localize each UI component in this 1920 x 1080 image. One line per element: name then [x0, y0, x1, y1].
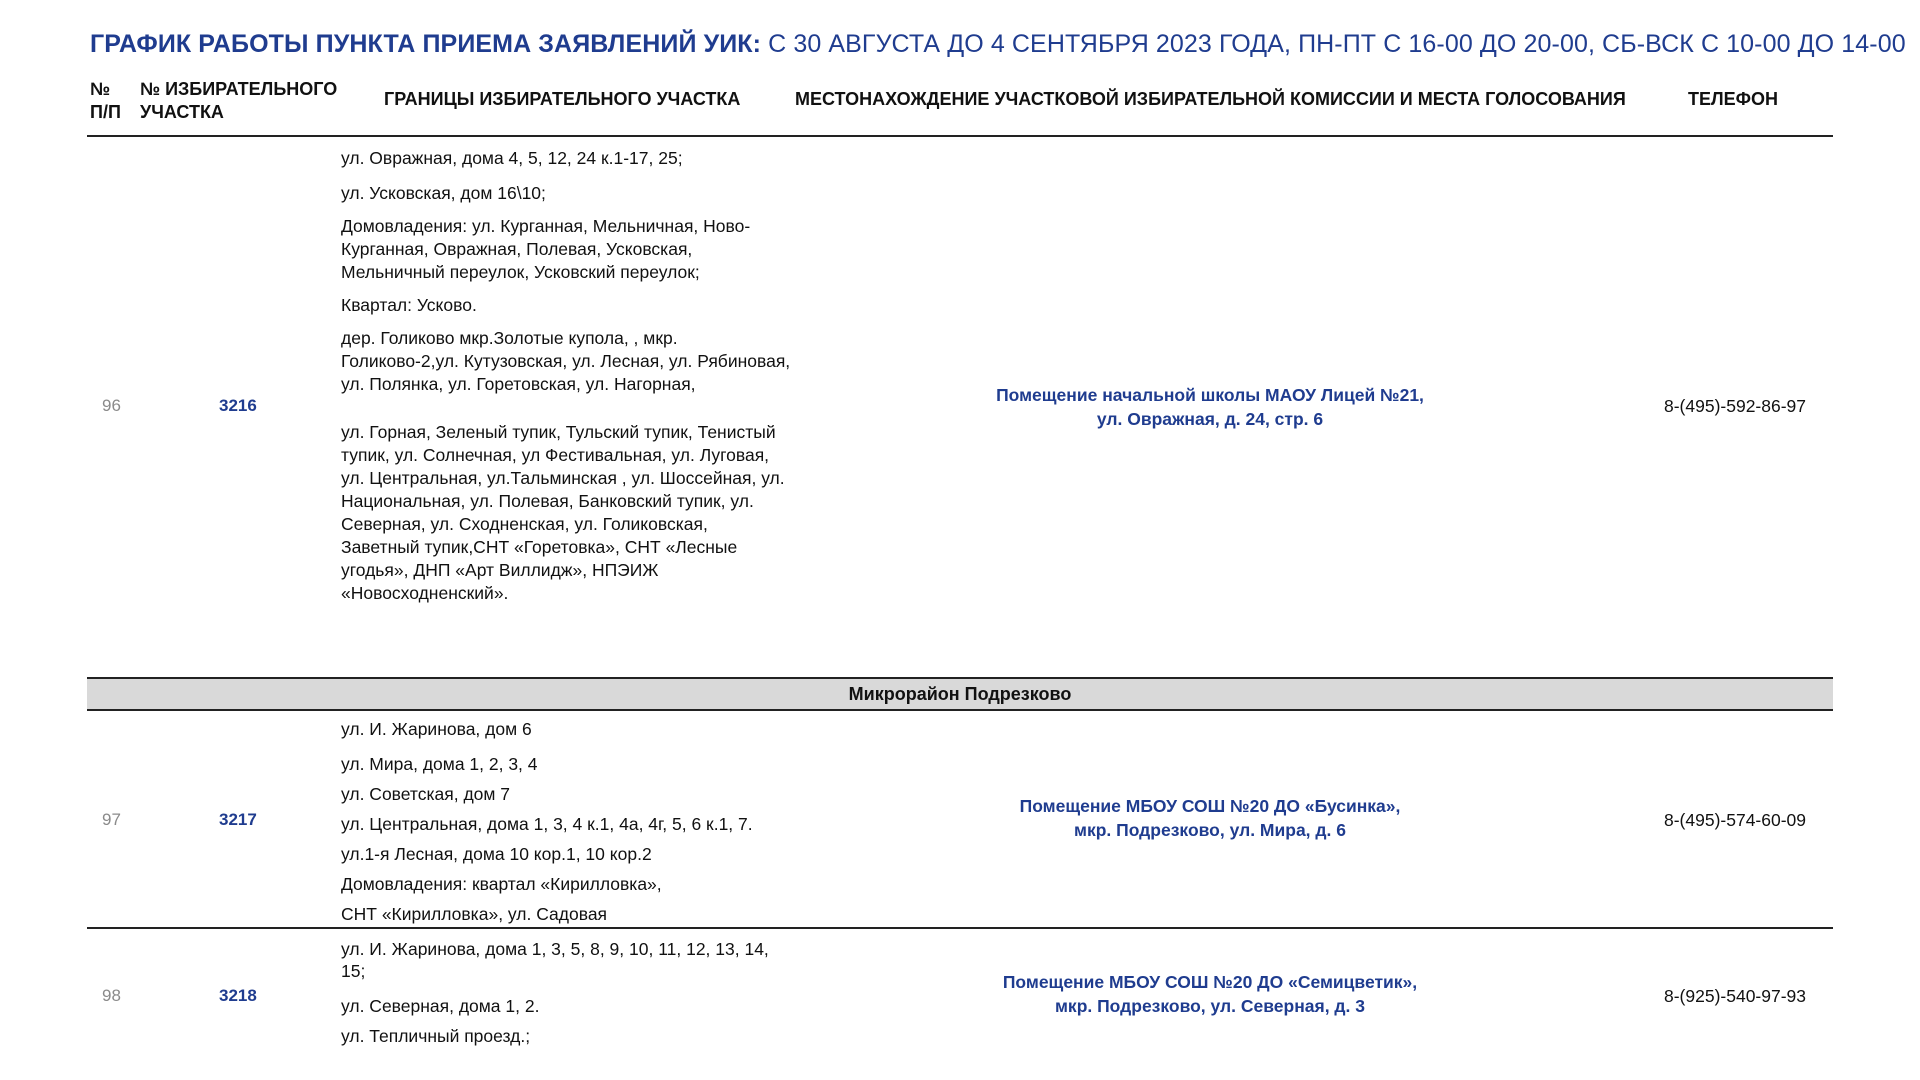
bounds-line: дер. Голиково мкр.Золотые купола, , мкр. Голиково-2,ул. Кутузовская, ул. Лесная, ул. Рябиновая, ул. Полянка, ул. Горетовская, ул. Нагорная,	[341, 328, 791, 394]
location-line1: Помещение начальной школы МАОУ Лицей №21,	[996, 385, 1424, 405]
section-header: Микрорайон Подрезково	[87, 677, 1833, 711]
row-number: 98	[102, 986, 121, 1005]
polling-location	[900, 794, 1520, 842]
bounds-line: Домовладения: квартал «Кирилловка»,	[341, 874, 662, 894]
header-precinct	[140, 78, 337, 124]
header-phone: ТЕЛЕФОН	[1688, 89, 1778, 109]
location-line2: мкр. Подрезково, ул. Мира, д. 6	[1074, 820, 1346, 840]
bounds-line: ул. Северная, дома 1, 2.	[341, 996, 540, 1016]
row-divider	[87, 927, 1833, 929]
bounds-line: ул. Мира, дома 1, 2, 3, 4	[341, 754, 538, 774]
precinct-bounds	[341, 718, 791, 925]
polling-location	[900, 970, 1520, 1018]
bounds-line: Квартал: Усково.	[341, 295, 477, 315]
bounds-line: ул. Усковская, дом 16\10;	[341, 183, 546, 203]
bounds-line: ул. И. Жаринова, дом 6	[341, 719, 532, 739]
header-num-line1: №	[90, 79, 111, 99]
phone-number: 8-(495)-574-60-09	[1663, 810, 1807, 830]
header-rule	[87, 135, 1833, 137]
bounds-line: ул. Советская, дом 7	[341, 784, 511, 804]
location-line1: Помещение МБОУ СОШ №20 ДО «Семицветик»,	[1002, 972, 1418, 992]
header-bounds: ГРАНИЦЫ ИЗБИРАТЕЛЬНОГО УЧАСТКА	[384, 89, 741, 109]
header-num-line2: П/П	[90, 102, 121, 122]
bounds-line: ул. Тепличный проезд.;	[341, 1026, 531, 1046]
bounds-line: СНТ «Кирилловка», ул. Садовая	[341, 904, 608, 924]
bounds-line: ул.1-я Лесная, дома 10 кор.1, 10 кор.2	[341, 844, 652, 864]
bounds-line: ул. Горная, Зеленый тупик, Тульский тупик, Тенистый тупик, ул. Солнечная, ул Фестивальная, ул. Луговая, ул. Центральная, ул.Тальминская , ул. Шоссейная, ул. Национальная, ул. Полевая, Банковский тупик, ул. Северная, ул. Сходненская, ул. Голиковская, Заветный тупик,СНТ «Горетовка», СНТ «Лесные угодья», ДНП «Арт Виллидж», НПЭИЖ «Новосходненский».	[341, 422, 785, 603]
page-title-bold: ГРАФИК РАБОТЫ ПУНКТА ПРИЕМА ЗАЯВЛЕНИЙ УИК:	[90, 30, 762, 58]
page-title-schedule: С 30 АВГУСТА ДО 4 СЕНТЯБРЯ 2023 ГОДА, ПН-ПТ С 16-00 ДО 20-00, СБ-ВСК С 10-00 ДО 14-00	[761, 30, 1906, 58]
location-line1: Помещение МБОУ СОШ №20 ДО «Бусинка»,	[1019, 796, 1401, 816]
row-number: 97	[102, 810, 121, 829]
bounds-line: ул. Центральная, дома 1, 3, 4 к.1, 4а, 4г, 5, 6 к.1, 7.	[341, 814, 753, 834]
row-number: 96	[102, 396, 121, 415]
polling-location	[900, 383, 1520, 431]
header-precinct-line2: УЧАСТКА	[140, 102, 224, 122]
location-line2: ул. Овражная, д. 24, стр. 6	[1096, 409, 1324, 429]
precinct-bounds	[341, 147, 791, 605]
precinct-number: 3216	[219, 396, 257, 415]
header-location: МЕСТОНАХОЖДЕНИЕ УЧАСТКОВОЙ ИЗБИРАТЕЛЬНОЙ КОМИССИИ И МЕСТА ГОЛОСОВАНИЯ	[795, 89, 1626, 109]
phone-number: 8-(495)-592-86-97	[1663, 396, 1807, 416]
precinct-number: 3218	[219, 986, 257, 1005]
precinct-bounds	[341, 938, 791, 1047]
phone-number: 8-(925)-540-97-93	[1663, 986, 1807, 1006]
page-title	[90, 30, 1906, 59]
location-line2: мкр. Подрезково, ул. Северная, д. 3	[1054, 996, 1365, 1016]
bounds-line: Домовладения: ул. Курганная, Мельничная, Ново-Курганная, Овражная, Полевая, Усковская, Мельничный переулок, Усковский переулок;	[341, 216, 751, 282]
header-num	[90, 78, 121, 124]
header-precinct-line1: № ИЗБИРАТЕЛЬНОГО	[140, 79, 338, 99]
bounds-line: ул. Овражная, дома 4, 5, 12, 24 к.1-17, 25;	[341, 148, 683, 168]
bounds-line: ул. И. Жаринова, дома 1, 3, 5, 8, 9, 10, 11, 12, 13, 14, 15;	[341, 939, 769, 981]
precinct-number: 3217	[219, 810, 257, 829]
